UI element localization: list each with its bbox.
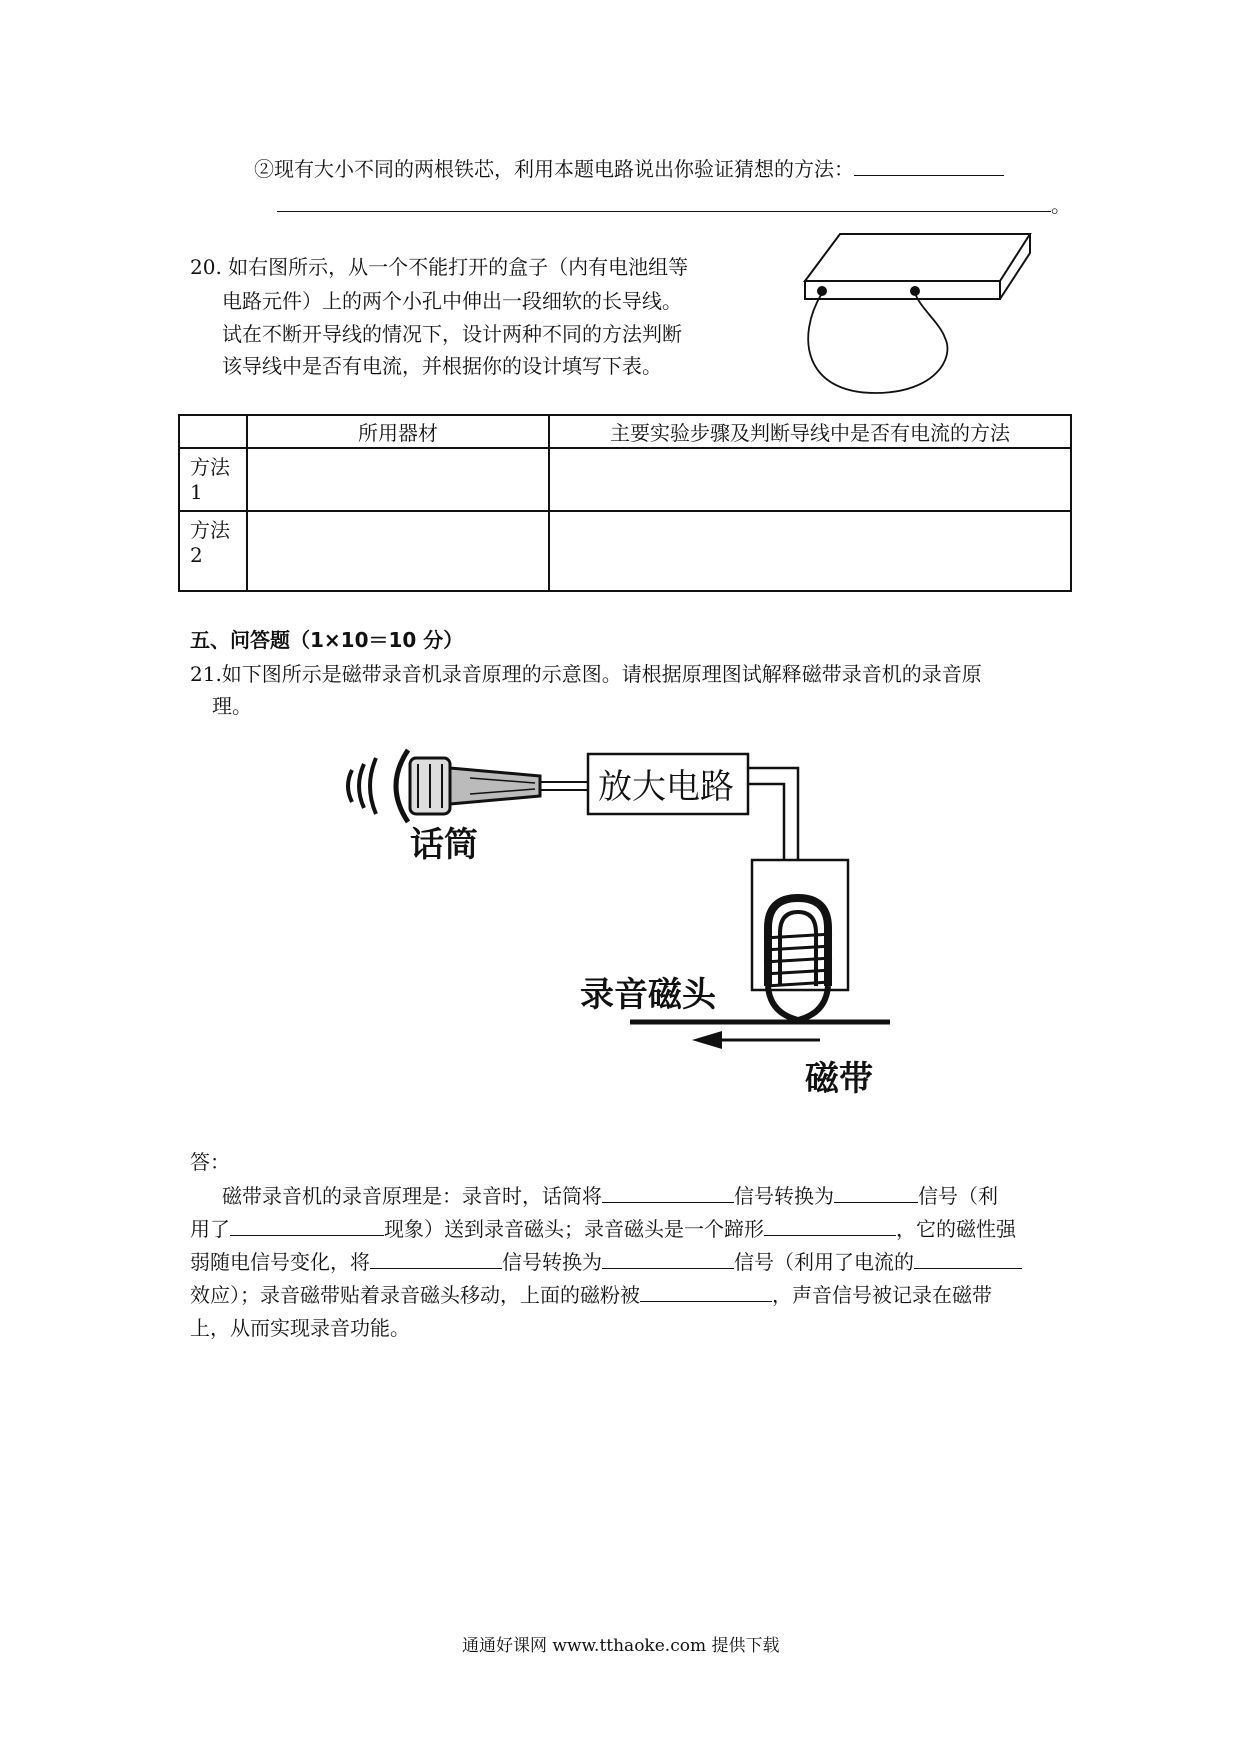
table-row (179, 511, 1071, 591)
answer-text: 信号（利 (918, 1184, 998, 1208)
answer-line4 (190, 1279, 992, 1312)
q20-line4: 该导线中是否有电流，并根据你的设计填写下表。 (222, 354, 662, 378)
answer-text: 效应）；录音磁带贴着录音磁头移动，上面的磁粉被 (190, 1283, 640, 1307)
fill-blank[interactable] (834, 1180, 918, 1203)
answer-text: 信号（利用了电流的 (734, 1250, 914, 1274)
header-blank (179, 415, 247, 448)
q20-line1: 20. 如右图所示，从一个不能打开的盒子（内有电池组等 (190, 255, 689, 279)
mic-label: 话筒 (410, 825, 478, 865)
fill-blank[interactable] (764, 1213, 896, 1236)
answer-line1 (222, 1180, 998, 1213)
table-header-row (179, 415, 1071, 448)
q19-answer-blank[interactable] (854, 153, 1004, 176)
answer-text: 用了 (190, 1217, 230, 1241)
recording-head-icon (764, 898, 832, 1020)
answer-line3 (190, 1246, 1022, 1279)
answer-line5: 上，从而实现录音功能。 (190, 1316, 410, 1340)
answer-label: 答： (190, 1150, 230, 1174)
q20-line2: 电路元件）上的两个小孔中伸出一段细软的长导线。 (222, 289, 682, 313)
section-title: 五、问答题（1×10＝10 分） (190, 628, 464, 652)
fill-blank[interactable] (640, 1279, 772, 1302)
table-row (179, 448, 1071, 511)
hole-left (817, 286, 827, 296)
fill-blank[interactable] (370, 1246, 502, 1269)
answer-text: ，声音信号被记录在磁带 (772, 1283, 992, 1307)
footer: 通通好课网 www.tthaoke.com 提供下载 (462, 1636, 780, 1656)
answer-text: 信号转换为 (734, 1184, 834, 1208)
q19-answer-line2 (277, 189, 1071, 222)
row-label: 方法 2 (179, 511, 247, 591)
recording-diagram (340, 728, 900, 1108)
fill-blank[interactable] (230, 1213, 384, 1236)
methods-table (178, 414, 1072, 592)
box-wire-figure (795, 228, 1035, 398)
tape-label: 磁带 (805, 1059, 873, 1099)
q21-line1: 21.如下图所示是磁带录音机录音原理的示意图。请根据原理图试解释磁带录音机的录音原 (190, 662, 982, 686)
row-label: 方法 1 (179, 448, 247, 511)
answer-text: 信号转换为 (502, 1250, 602, 1274)
equipment-cell[interactable] (247, 448, 549, 511)
answer-line2 (190, 1213, 1016, 1246)
steps-cell[interactable] (549, 511, 1071, 591)
arrow-left-icon (692, 1031, 820, 1049)
answer-text: 现象）送到录音磁头；录音磁头是一个蹄形 (384, 1217, 764, 1241)
q20-line3: 试在不断开导线的情况下，设计两种不同的方法判断 (222, 322, 682, 346)
q19-part2 (254, 153, 1004, 186)
fill-blank[interactable] (914, 1246, 1022, 1269)
head-label: 录音磁头 (580, 975, 716, 1015)
fill-blank[interactable] (602, 1180, 734, 1203)
equipment-cell[interactable] (247, 511, 549, 591)
answer-text: 磁带录音机的录音原理是：录音时，话筒将 (222, 1184, 602, 1208)
fill-blank[interactable] (602, 1246, 734, 1269)
steps-cell[interactable] (549, 448, 1071, 511)
sound-waves-icon (348, 758, 376, 814)
amplifier-label: 放大电路 (598, 767, 734, 807)
answer-text: 弱随电信号变化，将 (190, 1250, 370, 1274)
end-mark: 。 (1051, 193, 1071, 217)
answer-text: ，它的磁性强 (896, 1217, 1016, 1241)
q19-part2-text: ②现有大小不同的两根铁芯，利用本题电路说出你验证猜想的方法： (254, 157, 854, 181)
header-steps: 主要实验步骤及判断导线中是否有电流的方法 (549, 415, 1071, 448)
microphone-icon (396, 750, 588, 822)
q19-answer-blank-2[interactable] (277, 189, 1051, 212)
header-equipment: 所用器材 (247, 415, 549, 448)
hole-right (910, 286, 920, 296)
q21-line2: 理。 (212, 694, 252, 718)
